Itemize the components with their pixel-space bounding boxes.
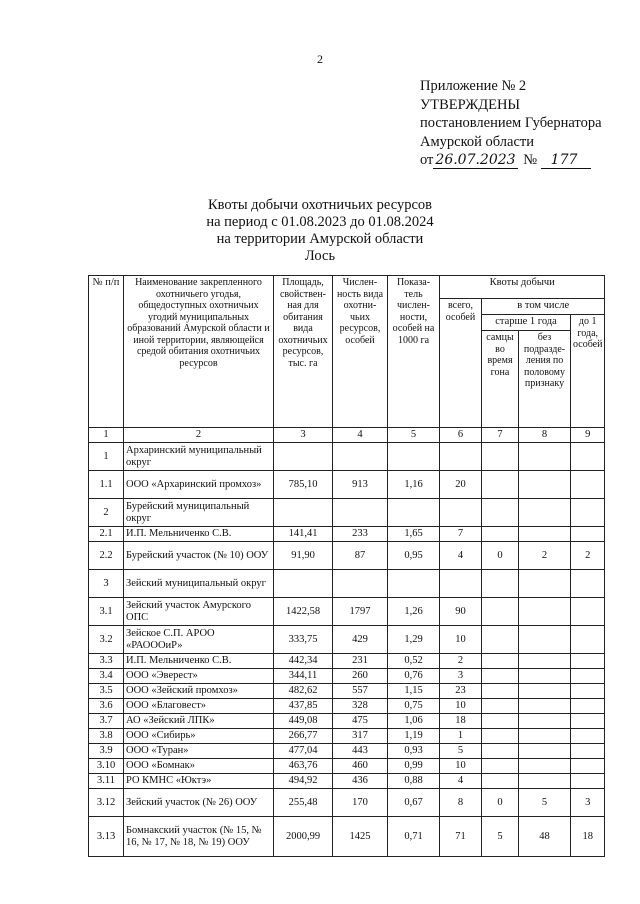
table-cell: 5: [519, 789, 571, 817]
row-number: 3.2: [89, 626, 124, 654]
number-prefix: №: [523, 152, 538, 168]
hunting-ground-name: Зейский муниципальный округ: [124, 570, 274, 598]
header-name: Наименование закрепленного охотничьего угодья, общедоступных охотничьих угодий муниципальных образований Амурской области и иной территории, являющейся средой обитания охотничьих ресурсов: [124, 276, 274, 428]
table-cell: [274, 499, 333, 527]
table-cell: 10: [440, 626, 482, 654]
hunting-ground-name: Архаринский муниципальный округ: [124, 443, 274, 471]
table-row: [89, 443, 605, 471]
header-males: самцы во время гона: [482, 331, 519, 428]
table-cell: [571, 684, 605, 699]
table-cell: 1,29: [388, 626, 440, 654]
table-cell: 0,95: [388, 542, 440, 570]
table-cell: 0,93: [388, 744, 440, 759]
table-row: [89, 774, 605, 789]
table-cell: 266,77: [274, 729, 333, 744]
appendix-line-4: Амурской области: [420, 133, 534, 150]
table-cell: [571, 499, 605, 527]
table-cell: [388, 570, 440, 598]
table-row: [89, 570, 605, 598]
row-number: 3.11: [89, 774, 124, 789]
table-cell: [440, 443, 482, 471]
row-number: 3.3: [89, 654, 124, 669]
table-cell: [519, 714, 571, 729]
table-cell: [571, 729, 605, 744]
table-row: [89, 626, 605, 654]
table-cell: [482, 570, 519, 598]
table-cell: [519, 471, 571, 499]
table-row: [89, 817, 605, 857]
header-quota: Квоты добычи: [440, 276, 605, 299]
hunting-ground-name: ООО «Благовест»: [124, 699, 274, 714]
table-cell: 0,76: [388, 669, 440, 684]
table-cell: [388, 443, 440, 471]
table-cell: 1,19: [388, 729, 440, 744]
page-number: 2: [317, 52, 323, 66]
table-cell: [571, 443, 605, 471]
table-cell: [571, 570, 605, 598]
header-density: Показа-тель числен-ности, особей на 1000 га: [388, 276, 440, 428]
table-body: [89, 443, 605, 857]
table-cell: 0,75: [388, 699, 440, 714]
row-number: 1.1: [89, 471, 124, 499]
hunting-ground-name: Бурейский муниципальный округ: [124, 499, 274, 527]
table-cell: 1422,58: [274, 598, 333, 626]
row-number: 2.1: [89, 527, 124, 542]
appendix-line-1: Приложение № 2: [420, 78, 527, 94]
row-number: 3.10: [89, 759, 124, 774]
table-cell: [482, 729, 519, 744]
row-number: 3.7: [89, 714, 124, 729]
column-number: 2: [124, 428, 274, 443]
table-cell: 0,67: [388, 789, 440, 817]
date-prefix: от: [420, 152, 434, 168]
table-cell: 437,85: [274, 699, 333, 714]
table-cell: 1,26: [388, 598, 440, 626]
header-younger: до 1 года, особей: [571, 315, 605, 428]
table-cell: [440, 570, 482, 598]
table-cell: [571, 744, 605, 759]
column-number: 7: [482, 428, 519, 443]
table-cell: 0,99: [388, 759, 440, 774]
table-cell: 494,92: [274, 774, 333, 789]
table-cell: [482, 626, 519, 654]
table-cell: [482, 774, 519, 789]
table-cell: 5: [482, 817, 519, 857]
column-number: 9: [571, 428, 605, 443]
table-cell: 7: [440, 527, 482, 542]
table-cell: 91,90: [274, 542, 333, 570]
table-cell: [571, 626, 605, 654]
hunting-ground-name: ООО «Эверест»: [124, 669, 274, 684]
table-cell: 0: [482, 789, 519, 817]
table-cell: [519, 744, 571, 759]
table-cell: [519, 499, 571, 527]
header-area: Площадь, свойствен-ная для обитания вида охотничьих ресурсов, тыс. га: [274, 276, 333, 428]
column-numbers-row: [89, 428, 605, 443]
table-cell: 255,48: [274, 789, 333, 817]
table-cell: 18: [571, 817, 605, 857]
table-cell: [571, 714, 605, 729]
table-cell: 328: [333, 699, 388, 714]
table-cell: 2: [519, 542, 571, 570]
table-cell: [519, 684, 571, 699]
table-cell: 429: [333, 626, 388, 654]
table-row: [89, 729, 605, 744]
column-number: 8: [519, 428, 571, 443]
table-cell: 4: [440, 774, 482, 789]
table-cell: 3: [571, 789, 605, 817]
table-cell: 23: [440, 684, 482, 699]
table-row: [89, 714, 605, 729]
table-cell: 260: [333, 669, 388, 684]
table-cell: [333, 499, 388, 527]
table-cell: [519, 527, 571, 542]
table-cell: 20: [440, 471, 482, 499]
table-cell: [333, 570, 388, 598]
row-number: 3.12: [89, 789, 124, 817]
table-cell: 557: [333, 684, 388, 699]
table-cell: [482, 699, 519, 714]
table-cell: [519, 774, 571, 789]
table-cell: [519, 669, 571, 684]
header-including: в том числе: [482, 299, 605, 315]
title-species: Лось: [304, 248, 336, 264]
table-cell: [274, 443, 333, 471]
title-line-3: на территории Амурской области: [216, 231, 424, 247]
table-cell: 48: [519, 817, 571, 857]
hunting-ground-name: ООО «Туран»: [124, 744, 274, 759]
table-cell: 913: [333, 471, 388, 499]
table-cell: 436: [333, 774, 388, 789]
table-row: [89, 471, 605, 499]
row-number: 3.5: [89, 684, 124, 699]
table-cell: 344,11: [274, 669, 333, 684]
decree-number: 177: [541, 152, 592, 169]
title-line-1: Квоты добычи охотничьих ресурсов: [208, 197, 432, 213]
column-number: 3: [274, 428, 333, 443]
table-cell: [519, 598, 571, 626]
table-cell: 1,15: [388, 684, 440, 699]
table-cell: 460: [333, 759, 388, 774]
row-number: 3.9: [89, 744, 124, 759]
hunting-ground-name: Зейский участок Амурского ОПС: [124, 598, 274, 626]
row-number: 3.13: [89, 817, 124, 857]
table-cell: 1,16: [388, 471, 440, 499]
row-number: 2: [89, 499, 124, 527]
table-cell: 233: [333, 527, 388, 542]
table-cell: [519, 626, 571, 654]
table-cell: [571, 699, 605, 714]
header-no-sex: без подразде-ления по половому признаку: [519, 331, 571, 428]
table-cell: 141,41: [274, 527, 333, 542]
table-cell: 3: [440, 669, 482, 684]
table-row: [89, 598, 605, 626]
hunting-ground-name: И.П. Мельниченко С.В.: [124, 527, 274, 542]
table-cell: [482, 499, 519, 527]
appendix-line-3: постановлением Губернатора: [420, 115, 602, 131]
column-number: 1: [89, 428, 124, 443]
table-cell: 0,71: [388, 817, 440, 857]
table-cell: 0,52: [388, 654, 440, 669]
table-cell: 0,88: [388, 774, 440, 789]
table-row: [89, 669, 605, 684]
table-cell: 1,06: [388, 714, 440, 729]
table-cell: [519, 654, 571, 669]
table-cell: [571, 598, 605, 626]
hunting-ground-name: ООО «Архаринский промхоз»: [124, 471, 274, 499]
table-row: [89, 699, 605, 714]
table-cell: 18: [440, 714, 482, 729]
row-number: 3.6: [89, 699, 124, 714]
table-row: [89, 527, 605, 542]
table-cell: 2: [571, 542, 605, 570]
hunting-ground-name: Зейское С.П. АРОО «РАОООиР»: [124, 626, 274, 654]
table-cell: 449,08: [274, 714, 333, 729]
title-line-2: на период с 01.08.2023 до 01.08.2024: [206, 214, 434, 230]
table-cell: 0: [482, 542, 519, 570]
appendix-date-line: [420, 151, 602, 170]
table-cell: [519, 729, 571, 744]
table-row: [89, 744, 605, 759]
row-number: 2.2: [89, 542, 124, 570]
row-number: 1: [89, 443, 124, 471]
table-cell: 4: [440, 542, 482, 570]
hunting-ground-name: ООО «Сибирь»: [124, 729, 274, 744]
table-cell: 5: [440, 744, 482, 759]
hunting-ground-name: Бурейский участок (№ 10) ООУ: [124, 542, 274, 570]
hunting-ground-name: АО «Зейский ЛПК»: [124, 714, 274, 729]
appendix-line-2: УТВЕРЖДЕНЫ: [420, 96, 521, 113]
column-number: 4: [333, 428, 388, 443]
table-cell: 477,04: [274, 744, 333, 759]
table-cell: 482,62: [274, 684, 333, 699]
hunting-ground-name: И.П. Мельниченко С.В.: [124, 654, 274, 669]
table-cell: [571, 669, 605, 684]
table-cell: [519, 443, 571, 471]
table-cell: [482, 654, 519, 669]
table-row: [89, 499, 605, 527]
header-older: старше 1 года: [482, 315, 571, 331]
table-cell: 443: [333, 744, 388, 759]
table-cell: [571, 759, 605, 774]
table-cell: 475: [333, 714, 388, 729]
table-cell: 170: [333, 789, 388, 817]
row-number: 3.8: [89, 729, 124, 744]
table-cell: 2: [440, 654, 482, 669]
table-cell: 231: [333, 654, 388, 669]
header-total: всего, особей: [440, 299, 482, 428]
table-cell: [482, 598, 519, 626]
table-row: [89, 759, 605, 774]
table-cell: [519, 759, 571, 774]
table-cell: [571, 654, 605, 669]
table-row: [89, 789, 605, 817]
hunting-ground-name: ООО «Бомнак»: [124, 759, 274, 774]
table-cell: [571, 774, 605, 789]
appendix-block: [420, 77, 602, 170]
table-cell: [274, 570, 333, 598]
table-cell: 1: [440, 729, 482, 744]
table-cell: [482, 527, 519, 542]
table-cell: [482, 684, 519, 699]
document-title: [0, 197, 640, 265]
table-cell: 71: [440, 817, 482, 857]
table-cell: [482, 669, 519, 684]
table-row: [89, 654, 605, 669]
row-number: 3.4: [89, 669, 124, 684]
table-cell: [571, 471, 605, 499]
hunting-ground-name: Бомнакский участок (№ 15, № 16, № 17, № 18, № 19) ООУ: [124, 817, 274, 857]
header-num: № п/п: [89, 276, 124, 428]
table-row: [89, 684, 605, 699]
table-cell: [571, 527, 605, 542]
table-cell: 10: [440, 699, 482, 714]
table-cell: 1425: [333, 817, 388, 857]
table-cell: [333, 443, 388, 471]
hunting-ground-name: Зейский участок (№ 26) ООУ: [124, 789, 274, 817]
table-row: [89, 542, 605, 570]
quota-table: [88, 275, 605, 857]
table-cell: 2000,99: [274, 817, 333, 857]
table-cell: 317: [333, 729, 388, 744]
table-cell: 442,34: [274, 654, 333, 669]
table-cell: [440, 499, 482, 527]
hunting-ground-name: ООО «Зейский промхоз»: [124, 684, 274, 699]
column-number: 5: [388, 428, 440, 443]
table-cell: 8: [440, 789, 482, 817]
table-cell: [482, 714, 519, 729]
table-cell: 90: [440, 598, 482, 626]
table-cell: [388, 499, 440, 527]
table-cell: [482, 471, 519, 499]
table-cell: 1797: [333, 598, 388, 626]
table-cell: 785,10: [274, 471, 333, 499]
table-cell: [519, 570, 571, 598]
table-cell: [482, 744, 519, 759]
row-number: 3.1: [89, 598, 124, 626]
row-number: 3: [89, 570, 124, 598]
table-cell: 333,75: [274, 626, 333, 654]
header-population: Числен-ность вида охотни-чьих ресурсов, особей: [333, 276, 388, 428]
column-number: 6: [440, 428, 482, 443]
table-cell: 1,65: [388, 527, 440, 542]
table-cell: 87: [333, 542, 388, 570]
table-cell: [519, 699, 571, 714]
signing-date: 26.07.2023: [435, 152, 516, 168]
table-cell: 463,76: [274, 759, 333, 774]
table-cell: [482, 759, 519, 774]
hunting-ground-name: РО КМНС «Юктэ»: [124, 774, 274, 789]
table-cell: 10: [440, 759, 482, 774]
table-cell: [482, 443, 519, 471]
